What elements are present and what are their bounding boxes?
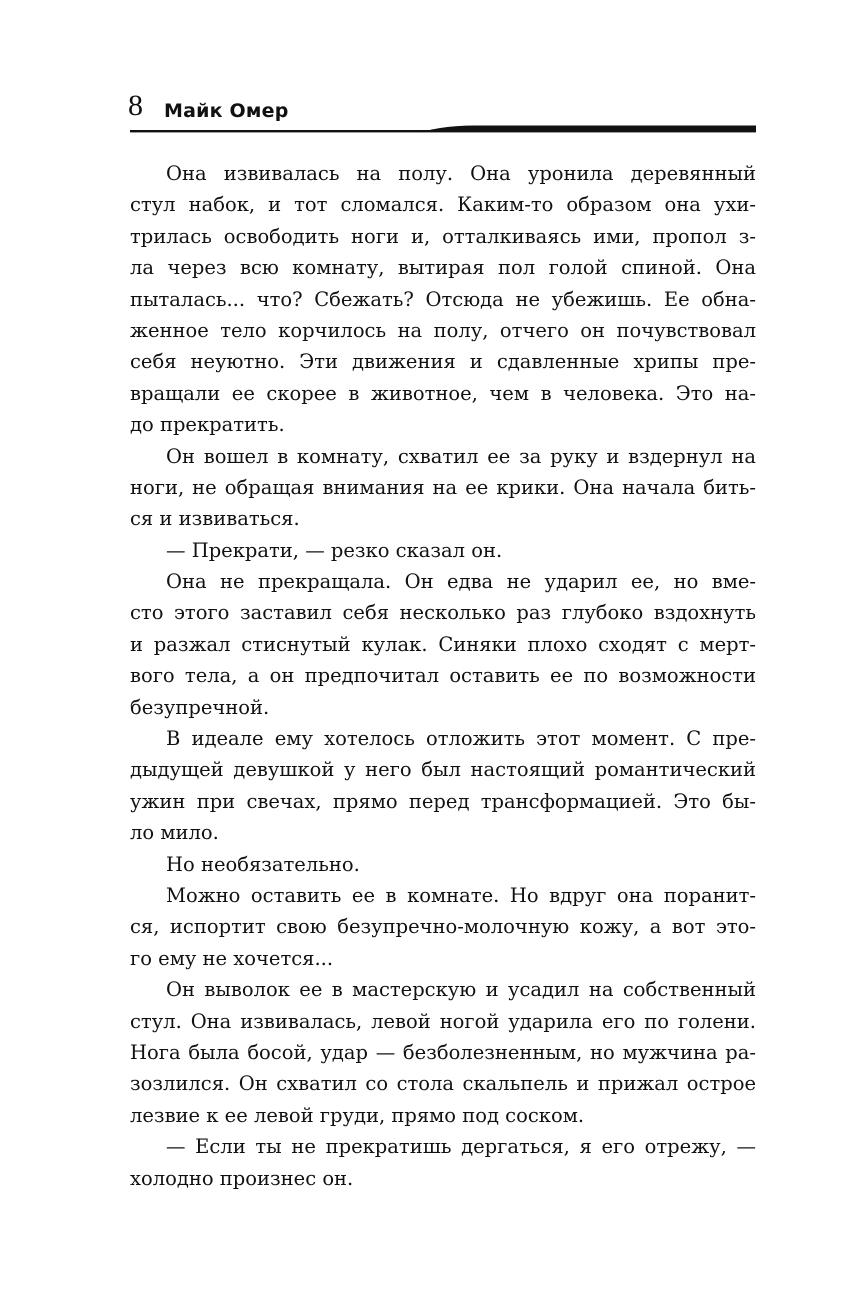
text-line: дыдущей девушкой у него был настоящий романтический [130,758,756,782]
text-line: и разжал стиснутый кулак. Синяки плохо сходят с мерт- [130,632,756,656]
text-line: Он вошел в комнату, схватил ее за руку и вздернул на [166,444,756,468]
body-text [130,158,756,1194]
text-line: — Прекрати, — резко сказал он. [166,538,503,562]
paragraph [130,1131,756,1194]
paragraph [130,849,756,880]
text-line: Нога была босой, удар — безболезненным, но мужчина ра- [130,1040,756,1064]
text-line: В идеале ему хотелось отложить этот момент. С пре- [166,727,756,751]
text-line: холодно произнес он. [130,1166,354,1190]
header-rule [130,124,756,138]
text-line: лезвие к ее левой груди, прямо под соском. [130,1103,585,1127]
text-line: зозлился. Он схватил со стола скальпель и прижал острое [130,1072,756,1096]
paragraph [130,974,756,1131]
text-line: ла через всю комнату, вытирая пол голой спиной. Она [130,256,756,280]
paragraph [130,723,756,849]
page-number: 8 [128,89,143,122]
text-line: женное тело корчилось на полу, отчего он почувствовал [130,318,756,342]
text-line: трилась освободить ноги и, отталкиваясь ими, пропол з- [130,224,756,248]
paragraph [130,441,756,535]
text-line: себя неуютно. Эти движения и сдавленные хрипы пре- [130,350,756,374]
text-line: Можно оставить ее в комнате. Но вдруг она поранит- [166,883,756,907]
running-head: Майк Омер [164,100,289,122]
text-line: стул набок, и тот сломался. Каким-то образом она ухи- [130,193,756,217]
text-line: вого тела, а он предпочитал оставить ее по возможности [130,664,756,688]
text-line: ся, испортит свою безупречно-молочную кожу, а вот это- [130,915,756,939]
paragraph [130,880,756,974]
text-line: пыталась... что? Сбежать? Отсюда не убежишь. Ее обна- [130,287,756,311]
text-line: ужин при свечах, прямо перед трансформацией. Это бы- [130,789,756,813]
text-line: — Если ты не прекратишь дергаться, я его отрежу, — [166,1135,756,1159]
text-line: Он выволок ее в мастерскую и усадил на собственный [166,978,756,1002]
text-line: Она извивалась на полу. Она уронила деревянный [166,162,756,185]
text-line: сто этого заставил себя несколько раз глубоко вздохнуть [130,601,756,625]
text-line: безупречной. [130,695,270,719]
text-line: до прекратить. [130,413,285,437]
paragraph [130,566,756,723]
paragraph [130,535,756,566]
text-line: го ему не хочется... [130,946,334,970]
text-line: ло мило. [130,821,219,845]
text-line: Она не прекращала. Он едва не ударил ее, но вме- [166,570,756,594]
text-line: стул. Она извивалась, левой ногой ударила его по голени. [130,1009,756,1033]
text-line: вращали ее скорее в животное, чем в человека. Это на- [130,381,756,405]
paragraph [130,158,756,441]
text-line: Но необязательно. [166,852,360,876]
text-line: ноги, не обращая внимания на ее крики. Она начала бить- [130,475,756,499]
text-line: ся и извиваться. [130,507,300,531]
